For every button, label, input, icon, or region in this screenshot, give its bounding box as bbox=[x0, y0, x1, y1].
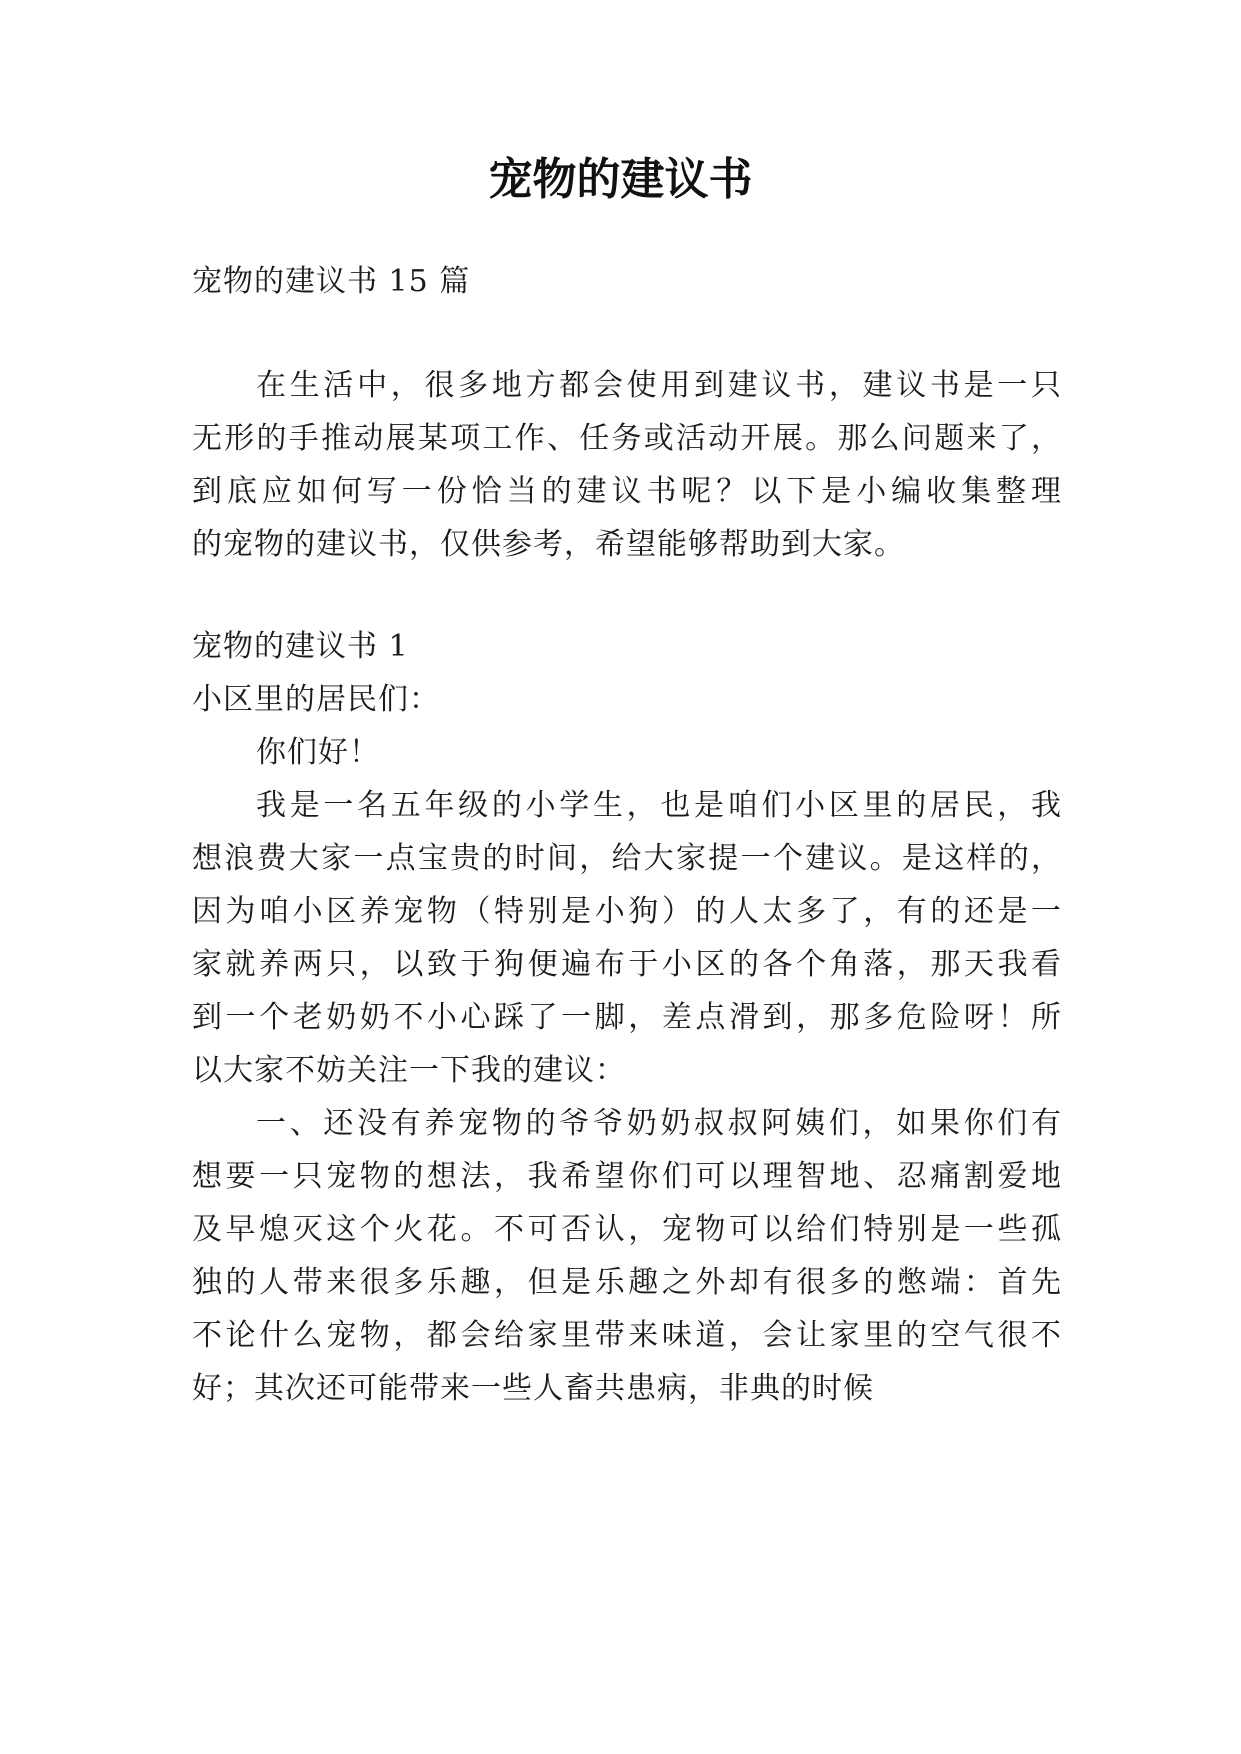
intro-line: 在生活中，很多地方都会使用到建议书，建议书是一只 bbox=[256, 368, 1062, 403]
paragraph-line: 我是一名五年级的小学生，也是咱们小区里的居民，我 bbox=[256, 788, 1062, 823]
paragraph-line: 及早熄灭这个火花。不可否认，宠物可以给们特别是一些孤 bbox=[192, 1212, 1062, 1247]
section-heading: 宠物的建议书 1 bbox=[192, 629, 409, 664]
intro-line: 到底应如何写一份恰当的建议书呢？以下是小编收集整理 bbox=[192, 474, 1062, 509]
paragraph-line: 想浪费大家一点宝贵的时间，给大家提一个建议。是这样的， bbox=[192, 841, 1062, 876]
paragraph-line: 因为咱小区养宠物（特别是小狗）的人太多了，有的还是一 bbox=[192, 894, 1062, 929]
paragraph-line: 以大家不妨关注一下我的建议： bbox=[192, 1053, 626, 1088]
document-title: 宠物的建议书 bbox=[488, 154, 753, 205]
letter-greeting: 你们好！ bbox=[256, 735, 380, 770]
paragraph-line: 家就养两只，以致于狗便遍布于小区的各个角落，那天我看 bbox=[192, 947, 1062, 982]
paragraph-line: 独的人带来很多乐趣，但是乐趣之外却有很多的憋端：首先 bbox=[192, 1265, 1062, 1300]
paragraph-line: 一、还没有养宠物的爷爷奶奶叔叔阿姨们，如果你们有 bbox=[256, 1106, 1062, 1141]
letter-salutation: 小区里的居民们： bbox=[192, 682, 440, 717]
document-subtitle: 宠物的建议书 15 篇 bbox=[192, 264, 471, 299]
paragraph-line: 想要一只宠物的想法，我希望你们可以理智地、忍痛割爱地 bbox=[192, 1159, 1062, 1194]
intro-line: 的宠物的建议书，仅供参考，希望能够帮助到大家。 bbox=[192, 527, 905, 562]
paragraph-line: 到一个老奶奶不小心踩了一脚，差点滑到，那多危险呀！所 bbox=[192, 1000, 1062, 1035]
paragraph-line: 不论什么宠物，都会给家里带来味道，会让家里的空气很不 bbox=[192, 1318, 1062, 1353]
paragraph-line: 好；其次还可能带来一些人畜共患病，非典的时候 bbox=[192, 1371, 874, 1406]
intro-line: 无形的手推动展某项工作、任务或活动开展。那么问题来了， bbox=[192, 421, 1062, 456]
